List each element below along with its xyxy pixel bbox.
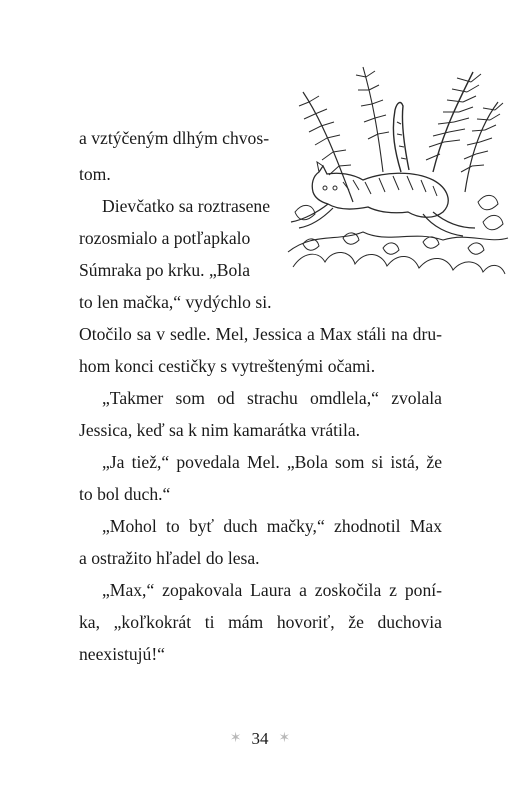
page-footer	[0, 729, 520, 749]
text-line-2: tom.	[79, 164, 111, 184]
text-line-9: „Takmer som od strachu omdlela,“ zvolala	[102, 388, 442, 408]
text-line-5: Súmraka po krku. „Bola	[79, 260, 251, 280]
text-line-15: „Max,“ zopakovala Laura a zoskočila z poní-	[102, 580, 442, 600]
text-line-1: a vztýčeným dlhým chvos-	[79, 128, 270, 148]
star-ornament-icon: ✶	[278, 731, 291, 746]
text-line-3: Dievčatko sa roztrasene	[102, 196, 271, 216]
illustration-cat-in-ferns	[283, 62, 511, 280]
text-line-17: neexistujú!“	[79, 644, 165, 664]
text-line-8: hom konci cestičky s vytreštenými očami.	[79, 356, 376, 376]
text-line-10: Jessica, keď sa k nim kamarátka vrátila.	[79, 420, 361, 440]
text-line-16: ka, „koľkokrát ti mám hovoriť, že duchovia	[79, 612, 442, 632]
page-number: 34	[251, 729, 269, 748]
text-line-14: a ostražito hľadel do lesa.	[79, 548, 260, 568]
text-line-13: „Mohol to byť duch mačky,“ zhodnotil Max	[102, 516, 442, 536]
text-line-6: to len mačka,“ vydýchlo si.	[79, 292, 272, 312]
text-line-7: Otočilo sa v sedle. Mel, Jessica a Max stáli na dru-	[79, 324, 442, 344]
text-line-12: to bol duch.“	[79, 484, 171, 504]
star-ornament-icon: ✶	[229, 731, 242, 746]
text-line-4: rozosmialo a potľapkalo	[79, 228, 251, 248]
text-line-11: „Ja tiež,“ povedala Mel. „Bola som si istá, že	[102, 452, 442, 472]
